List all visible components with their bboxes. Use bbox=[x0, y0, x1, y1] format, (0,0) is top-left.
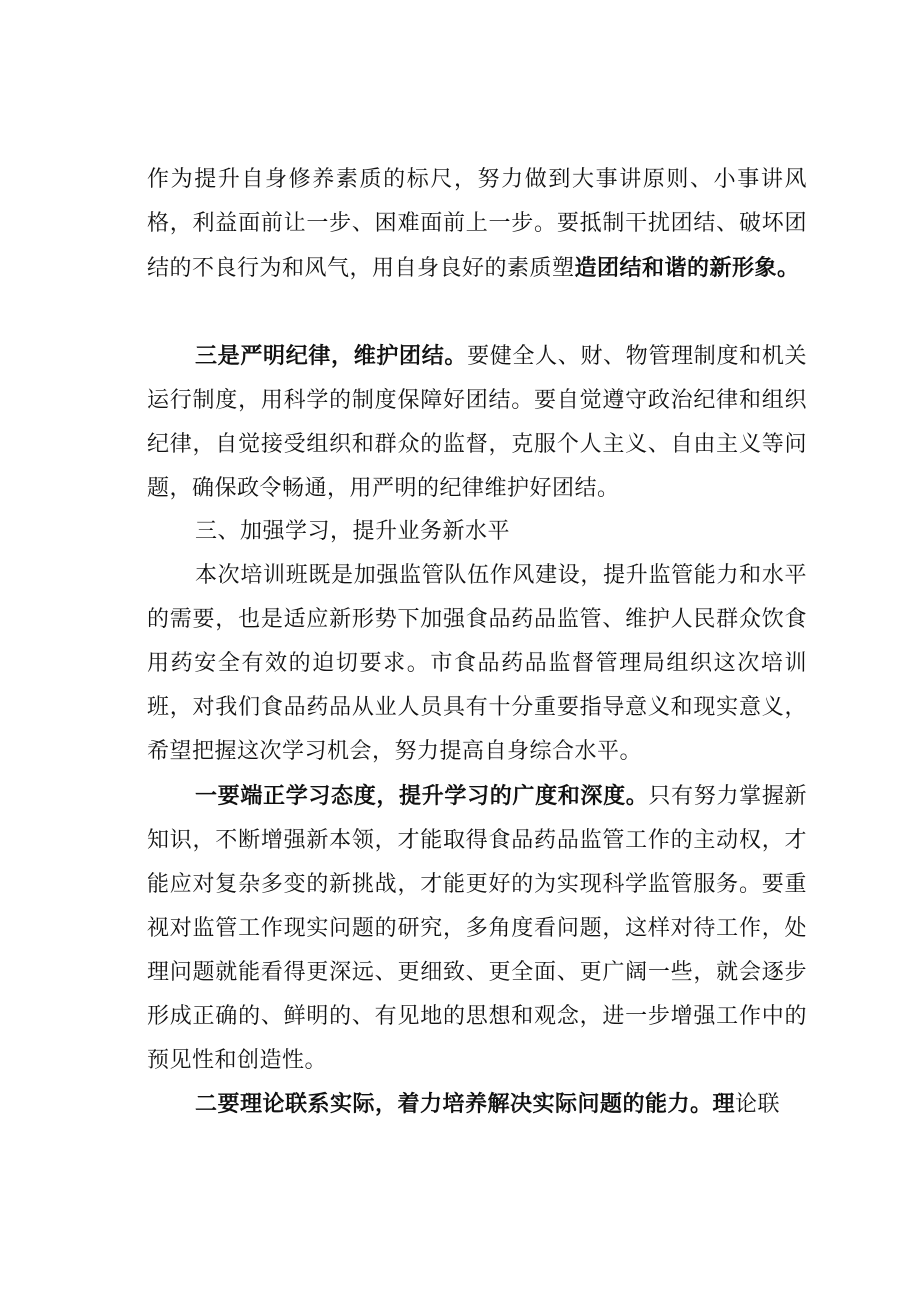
paragraph-6 bbox=[147, 1082, 807, 1127]
paragraph-6-text: 论联 bbox=[735, 1092, 781, 1117]
paragraph-6-lead: 二要理论联系实际，着力培养解决实际问题的能力。理 bbox=[195, 1091, 736, 1117]
paragraph-1-text: 作为提升自身修养素质的标尺，努力做到大事讲原则、小事讲风格，利益面前让一步、困难面前上一步。要抵制干扰团结、破坏团结的不良行为和风气，用自身良好的素质塑 bbox=[147, 167, 807, 281]
paragraph-1 bbox=[147, 158, 807, 291]
section-heading-text: 三、加强学习，提升业务新水平 bbox=[195, 519, 511, 544]
paragraph-2-text: 要健全人、财、物管理制度和机关运行制度，用科学的制度保障好团结。要自觉遵守政治纪律和组织纪律，自觉接受组织和群众的监督，克服个人主义、自由主义等问题，确保政令畅通，用严明的纪律维护好团结。 bbox=[147, 344, 807, 501]
section-heading bbox=[147, 510, 807, 554]
paragraph-4 bbox=[147, 554, 807, 774]
paragraph-2 bbox=[147, 334, 807, 511]
paragraph-5-text: 只有努力掌握新知识，不断增强新本领，才能取得食品药品监管工作的主动权，才能应对复杂多变的新挑战，才能更好的为实现科学监管服务。要重视对监管工作现实问题的研究，多角度看问题，这样对待工作，处理问题就能看得更深远、更细致、更全面、更广阔一些，就会逐步形成正确的、鲜明的、有见地的思想和观念，进一步增强工作中的预见性和创造性。 bbox=[147, 784, 807, 1073]
paragraph-5 bbox=[147, 774, 807, 1083]
paragraph-2-lead: 三是严明纪律，维护团结。 bbox=[195, 343, 468, 369]
paragraph-1-bold-text: 造团结和谐的新形象。 bbox=[574, 255, 800, 281]
paragraph-4-text: 本次培训班既是加强监管队伍作风建设，提升监管能力和水平的需要，也是适应新形势下加强食品药品监管、维护人民群众饮食用药安全有效的迫切要求。市食品药品监督管理局组织这次培训班，对我们食品药品从业人员具有十分重要指导意义和现实意义，希望把握这次学习机会，努力提高自身综合水平。 bbox=[147, 563, 807, 764]
paragraph-5-lead: 一要端正学习态度，提升学习的广度和深度。 bbox=[195, 783, 649, 809]
